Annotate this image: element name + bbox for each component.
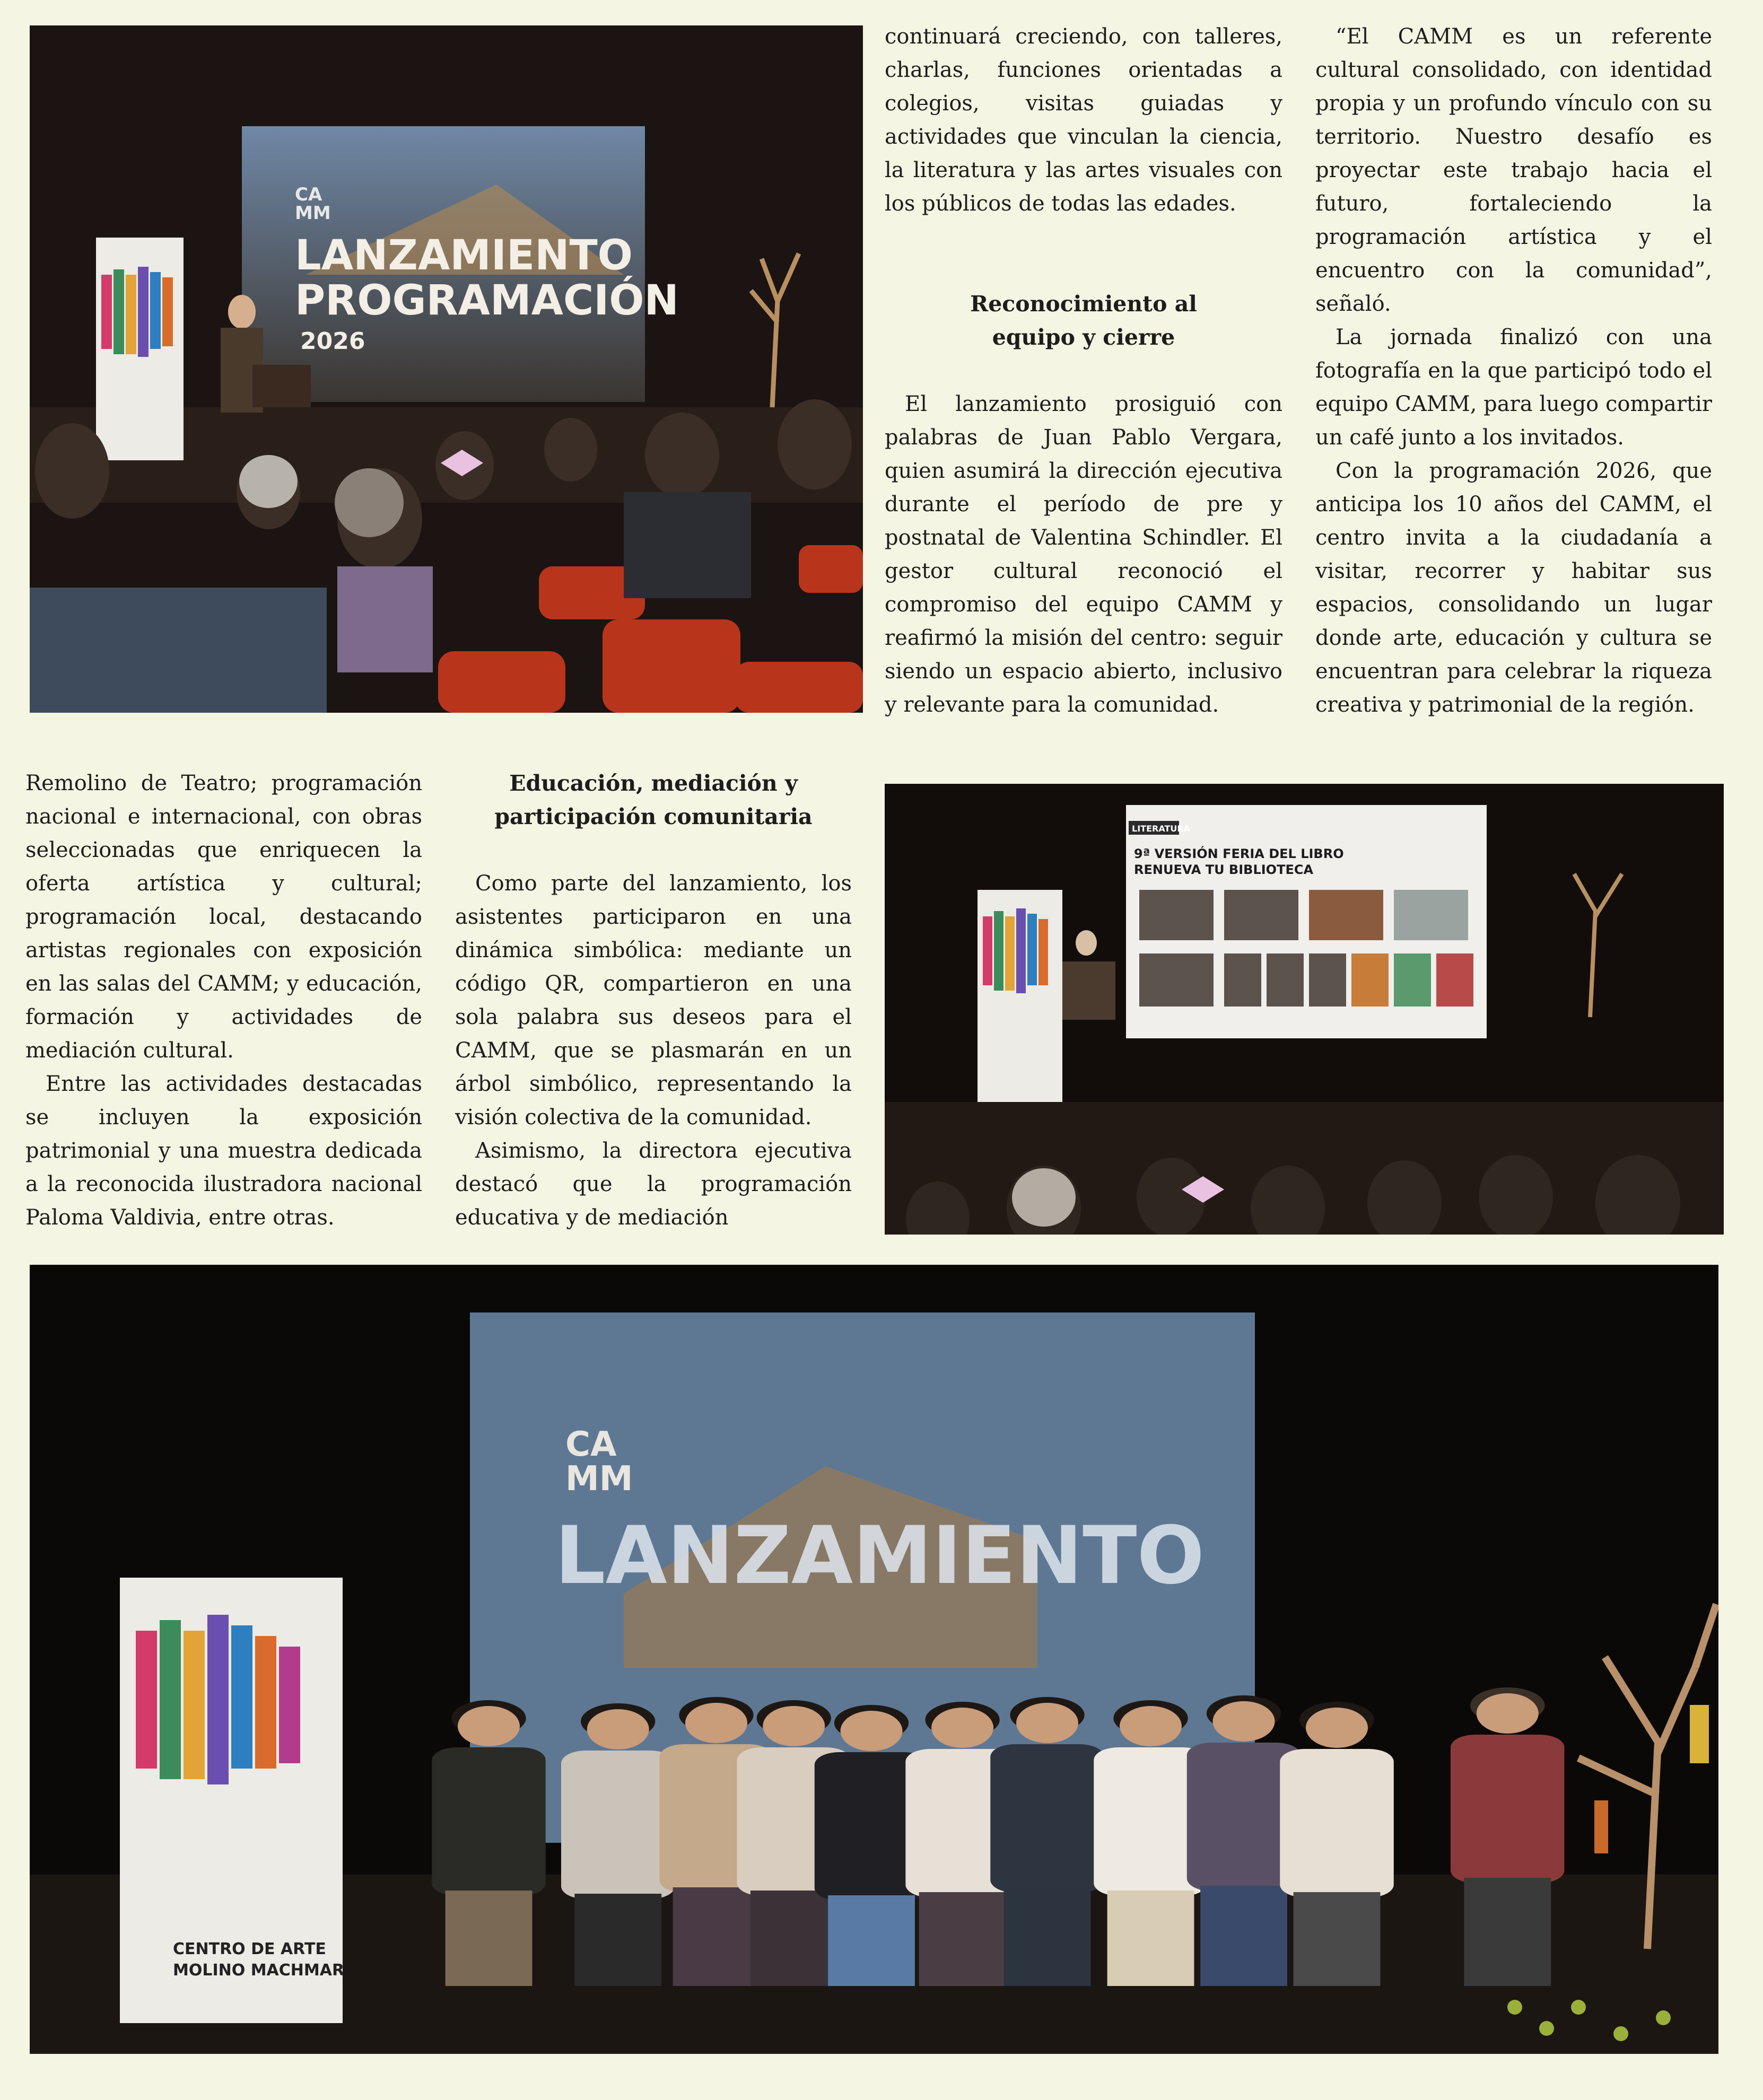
article-column-mid-left [25,767,422,1244]
article-column-top-right [1315,20,1712,752]
person-head [1016,1703,1078,1743]
article-column-mid-middle [455,767,852,1244]
person-legs [1107,1891,1194,1986]
paragraph: “El CAMM es un referente cultural consolidado, con identidad propia y un profundo vínculo con su territorio. Nuestro desafío es proyectar este trabajo hacia el futuro, fortaleciendo la programación artística y el encuentro con la comunidad”, señaló. [1315,24,1712,316]
person-head [1213,1701,1275,1742]
person-head [1477,1693,1539,1734]
screen-logo: CA [295,184,322,205]
person-torso [1280,1749,1394,1897]
person-torso [1451,1735,1565,1883]
section-heading-line2: equipo y cierre [992,325,1175,350]
person-head [685,1703,747,1743]
photo-launch-audience [30,25,863,713]
person-legs [919,1892,1006,1986]
slide-tag: LITERATURA [1132,824,1191,834]
slide-title-line1: 9ª VERSIÓN FERIA DEL LIBRO [1134,846,1344,861]
person-legs [1004,1887,1091,1986]
paragraph: Asimismo, la directora ejecutiva destacó que la programación educativa y de mediación [455,1139,852,1230]
person-legs [1464,1878,1551,1986]
screen-year: 2026 [300,328,365,355]
person-head [1120,1706,1182,1746]
screen-title: LANZAMIENTO [555,1510,1205,1602]
paragraph: La jornada finalizó con una fotografía en la que participó todo el equipo CAMM, para luego compartir un café junto a los invitados. [1315,325,1712,450]
section-heading-line1: Reconocimiento al [970,291,1197,317]
slide-title-line2: RENUEVA TU BIBLIOTECA [1134,862,1314,877]
paragraph: Entre las actividades destacadas se incluyen la exposición patrimonial y una muestra dedicada a la reconocida ilustradora nacional Paloma Valdivia, entre otras. [25,1072,422,1230]
section-heading-line2: participación comunitaria [494,804,813,829]
person-head [841,1711,903,1751]
person-legs [574,1894,661,1986]
person-head [458,1706,520,1746]
paragraph: Con la programación 2026, que anticipa los 10 años del CAMM, el centro invita a la ciudadanía a visitar, recorrer y habitar sus espacios, consolidando un lugar donde arte, educación y cultura se encuentran para celebrar la riqueza creativa y patrimonial de la región. [1315,459,1712,717]
person-legs [828,1895,915,1986]
svg-text:MM: MM [295,203,331,224]
paragraph: Como parte del lanzamiento, los asistentes participaron en una dinámica simbólica: mediante un código QR, compartieron en una sola palabra sus deseos para el CAMM, que se plasmarán en un árbol simbólico, representando la visión colectiva de la comunidad. [455,871,852,1130]
article-column-top-middle [885,20,1282,752]
banner-org-line2: MOLINO MACHMAR [173,1961,345,1980]
person-torso [432,1747,546,1896]
person-head [763,1706,825,1746]
photo-book-fair-slide [885,784,1724,1235]
person-torso [990,1744,1104,1893]
screen-title-line1: LANZAMIENTO [295,232,633,279]
paragraph: continuará creciendo, con talleres, charlas, funciones orientadas a colegios, visitas guiadas y actividades que vinculan la ciencia, la literatura y las artes visuales con los públicos de todas las edades. [885,24,1282,216]
screen-title-line2: PROGRAMACIÓN [295,277,679,325]
person-legs [750,1891,837,1986]
photo-team-group [30,1265,1718,2054]
person-torso [561,1751,675,1899]
banner-org-line1: CENTRO DE ARTE [173,1940,326,1958]
paragraph: El lanzamiento prosiguió con palabras de Juan Pablo Vergara, quien asumirá la dirección ejecutiva durante el período de pre y postnatal de Valentina Schindler. El gestor cultural reconoció el compromiso del equipo CAMM y reafirmó la misión del centro: seguir siendo un espacio abierto, inclusivo y relevante para la comunidad. [885,392,1282,717]
svg-text:MM: MM [565,1459,633,1499]
person-legs [673,1887,760,1986]
person-legs [1294,1892,1381,1986]
screen-logo: CA [565,1425,617,1464]
paragraph: Remolino de Teatro; programación nacional e internacional, con obras seleccionadas que enriquecen la oferta artística y cultural; programación local, destacando artistas regionales con exposición en las salas del CAMM; y educación, formación y actividades de mediación cultural. [25,771,422,1063]
person-legs [1200,1886,1287,1986]
person-head [587,1709,649,1749]
section-heading-line1: Educación, mediación y [509,771,798,796]
person-head [931,1708,993,1748]
person-head [1306,1708,1368,1748]
person-legs [446,1891,533,1986]
